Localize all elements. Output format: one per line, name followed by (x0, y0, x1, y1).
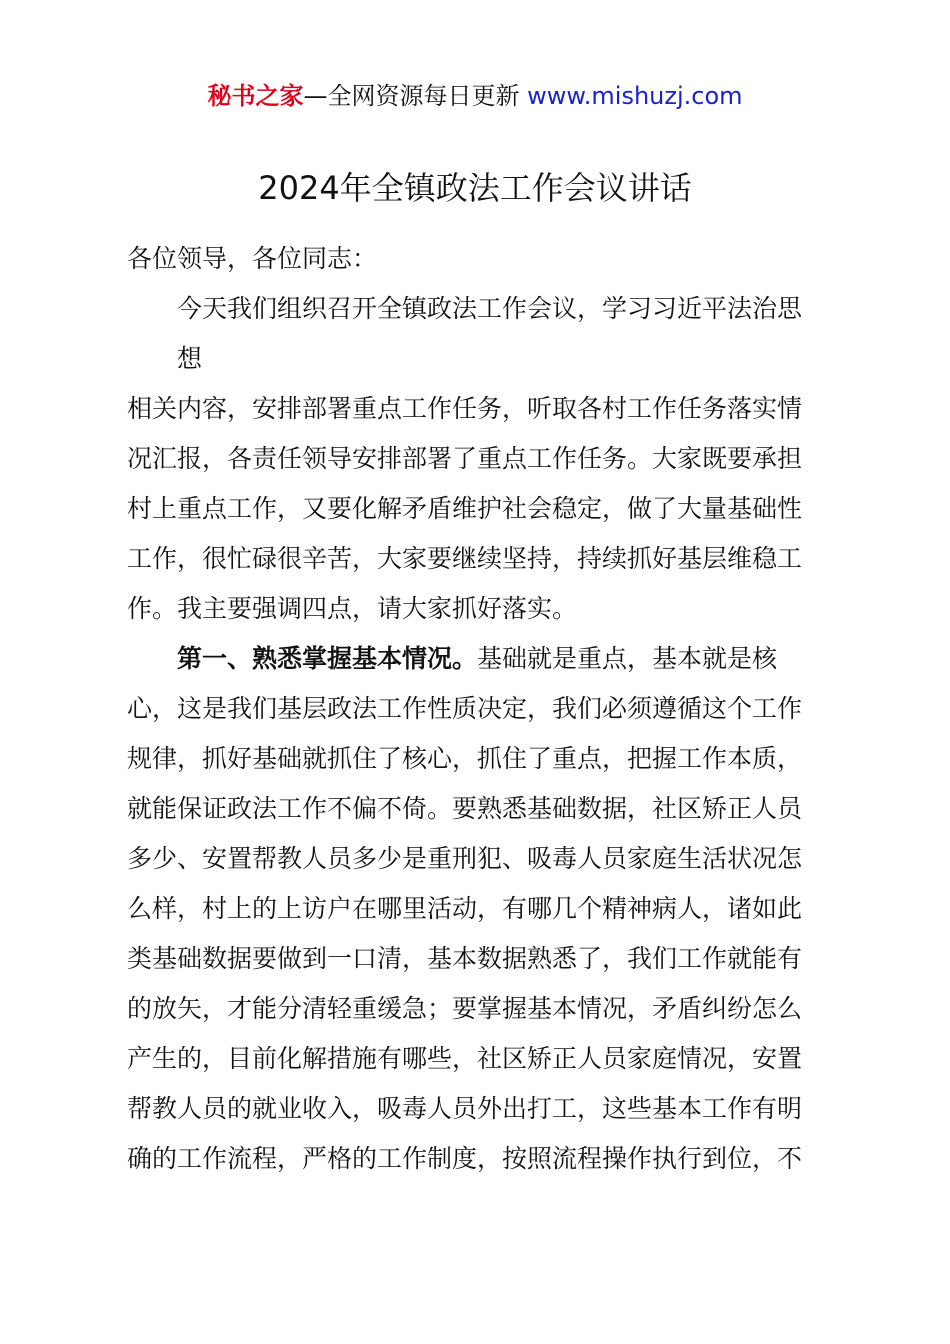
section-1-first-line-text: 基础就是重点，基本就是核 (477, 644, 778, 673)
document-body (127, 234, 835, 1184)
intro-line: 想 (177, 344, 203, 373)
section-1-line: 多少、安置帮教人员多少是重刑犯、吸毒人员家庭生活状况怎 (127, 844, 803, 873)
section-1-first-line (127, 634, 835, 684)
section-1-line: 规律，抓好基础就抓住了核心，抓住了重点，把握工作本质， (127, 744, 803, 773)
section-1-line: 帮教人员的就业收入，吸毒人员外出打工，这些基本工作有明 (127, 1094, 803, 1123)
section-1-line: 么样，村上的上访户在哪里活动，有哪几个精神病人，诸如此 (127, 894, 803, 923)
intro-line: 况汇报，各责任领导安排部署了重点工作任务。大家既要承担 (127, 444, 803, 473)
site-brand: 秘书之家 (207, 82, 304, 110)
section-1-line: 产生的，目前化解措施有哪些，社区矫正人员家庭情况，安置 (127, 1044, 803, 1073)
section-1-line: 就能保证政法工作不偏不倚。要熟悉基础数据，社区矫正人员 (127, 794, 803, 823)
intro-line: 作。我主要强调四点，请大家抓好落实。 (127, 594, 578, 623)
intro-line: 今天我们组织召开全镇政法工作会议，学习习近平法治思 (177, 294, 803, 323)
greeting: 各位领导，各位同志： (127, 244, 378, 273)
intro-line: 工作，很忙碌很辛苦，大家要继续坚持，持续抓好基层维稳工 (127, 544, 803, 573)
document-title: 2024年全镇政法工作会议讲话 (258, 169, 692, 207)
section-1-line: 的放矢，才能分清轻重缓急；要掌握基本情况，矛盾纠纷怎么 (127, 994, 803, 1023)
section-1-line: 确的工作流程，严格的工作制度，按照流程操作执行到位，不 (127, 1144, 803, 1173)
section-1-line: 类基础数据要做到一口清，基本数据熟悉了，我们工作就能有 (127, 944, 803, 973)
intro-line: 村上重点工作，又要化解矛盾维护社会稳定，做了大量基础性 (127, 494, 803, 523)
section-1-heading: 第一、熟悉掌握基本情况。 (177, 644, 478, 673)
intro-line: 相关内容，安排部署重点工作任务，听取各村工作任务落实情 (127, 394, 803, 423)
site-header (0, 80, 950, 112)
site-slogan: —全网资源每日更新 (303, 82, 520, 110)
section-1-line: 心，这是我们基层政法工作性质决定，我们必须遵循这个工作 (127, 694, 803, 723)
site-url-link[interactable]: www.mishuzj.com (527, 82, 743, 110)
